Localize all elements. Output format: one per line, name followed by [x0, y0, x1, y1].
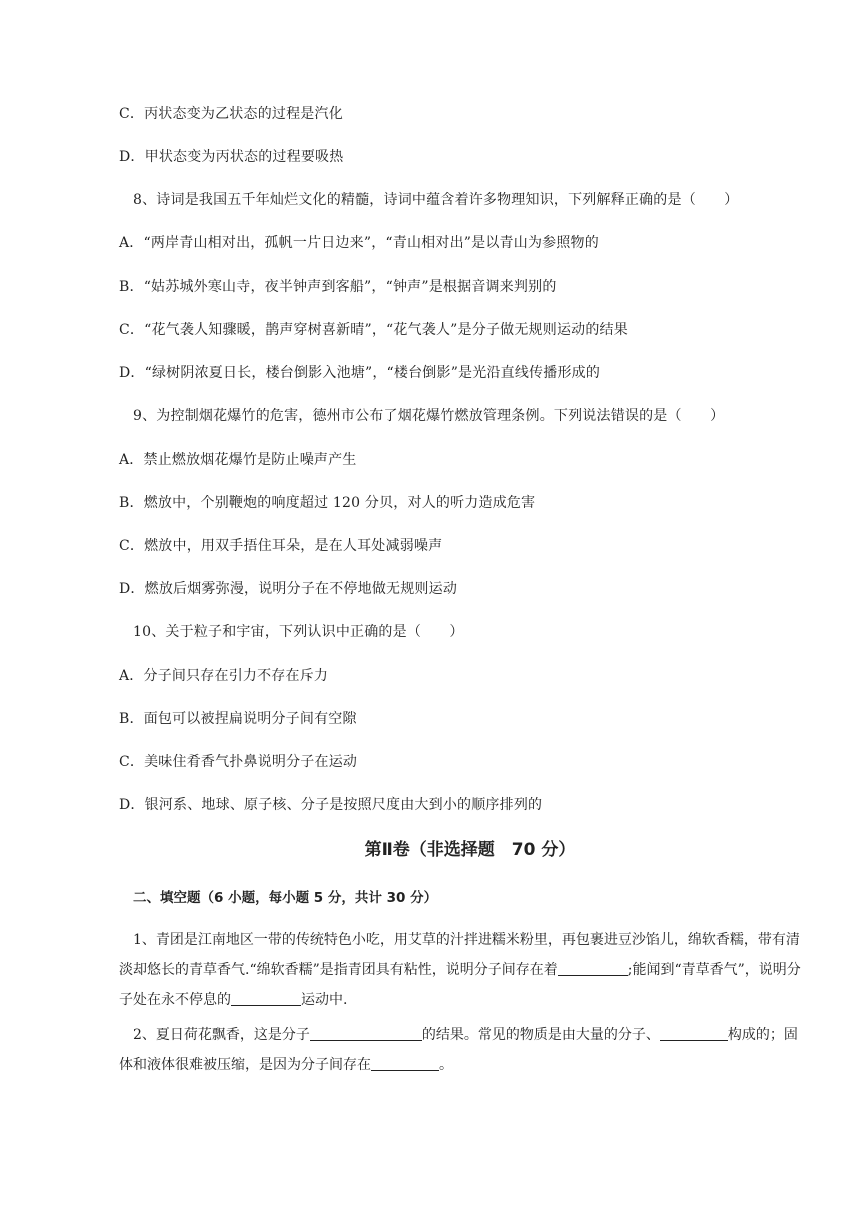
q9-option-b: B．燃放中，个别鞭炮的响度超过 120 分贝，对人的听力造成危害 — [119, 495, 536, 511]
fill1-text-1: 1、青团是江南地区一带的传统特色小吃，用艾草的汁拌进糯米粉里，再包裹进豆沙馅儿，绵软香糯，带有清淡却悠长的青草香气.“绵软香糯”是指青团具有粘性，说明分子间存在着 — [119, 932, 800, 978]
answer-blank[interactable] — [660, 1024, 728, 1041]
section-subtitle: 二、填空题（6 小题，每小题 5 分，共计 30 分） — [133, 890, 438, 906]
q7-option-d: D．甲状态变为丙状态的过程要吸热 — [119, 149, 344, 165]
section-title: 第Ⅱ卷（非选择题 70 分） — [364, 840, 576, 860]
q10-option-b: B．面包可以被捏扁说明分子间有空隙 — [119, 711, 357, 727]
answer-blank[interactable] — [310, 1024, 422, 1041]
fill-question-1 — [119, 925, 801, 1015]
fill1-text-3: 运动中. — [301, 992, 348, 1008]
q9-stem: 9、为控制烟花爆竹的危害，德州市公布了烟花爆竹燃放管理条例。下列说法错误的是（ ） — [133, 408, 725, 424]
q7-option-c: C．丙状态变为乙状态的过程是汽化 — [119, 106, 343, 122]
q10-option-d: D．银河系、地球、原子核、分子是按照尺度由大到小的顺序排列的 — [119, 797, 543, 813]
q9-option-c: C．燃放中，用双手捂住耳朵，是在人耳处减弱噪声 — [119, 538, 443, 554]
q9-option-a: A．禁止燃放烟花爆竹是防止噪声产生 — [119, 452, 357, 468]
q8-stem: 8、诗词是我国五千年灿烂文化的精髓，诗词中蕴含着许多物理知识，下列解释正确的是（ ） — [133, 192, 739, 208]
q10-option-c: C．美味住肴香气扑鼻说明分子在运动 — [119, 754, 358, 770]
q10-option-a: A．分子间只存在引力不存在斥力 — [119, 668, 329, 684]
answer-blank[interactable] — [371, 1054, 439, 1071]
q8-option-c: C．“花气袭人知骤暖，鹊声穿树喜新晴”，“花气袭人”是分子做无规则运动的结果 — [119, 322, 628, 338]
q10-stem: 10、关于粒子和宇宙，下列认识中正确的是（ ） — [133, 624, 464, 640]
fill1-text-2: ;能闻到“青草香气”，说明分子处在永不停息的 — [119, 962, 801, 1008]
fill2-text-4: 。 — [439, 1057, 453, 1073]
fill2-text-3: 构成的；固体和液体很难被压缩，是因为分子间存在 — [119, 1027, 798, 1073]
answer-blank[interactable] — [231, 989, 301, 1006]
fill2-text-2: 的结果。常见的物质是由大量的分子、 — [421, 1027, 660, 1043]
q9-option-d: D．燃放后烟雾弥漫，说明分子在不停地做无规则运动 — [119, 581, 458, 597]
q8-option-a: A．“两岸青山相对出，孤帆一片日边来”，“青山相对出”是以青山为参照物的 — [119, 235, 599, 251]
fill-question-2 — [119, 1020, 801, 1080]
answer-blank[interactable] — [558, 959, 628, 976]
fill2-text-1: 2、夏日荷花飘香，这是分子 — [133, 1027, 310, 1043]
q8-option-b: B．“姑苏城外寒山寺，夜半钟声到客船”，“钟声”是根据音调来判别的 — [119, 279, 557, 295]
q8-option-d: D．“绿树阴浓夏日长，楼台倒影入池塘”，“楼台倒影”是光沿直线传播形成的 — [119, 365, 601, 381]
